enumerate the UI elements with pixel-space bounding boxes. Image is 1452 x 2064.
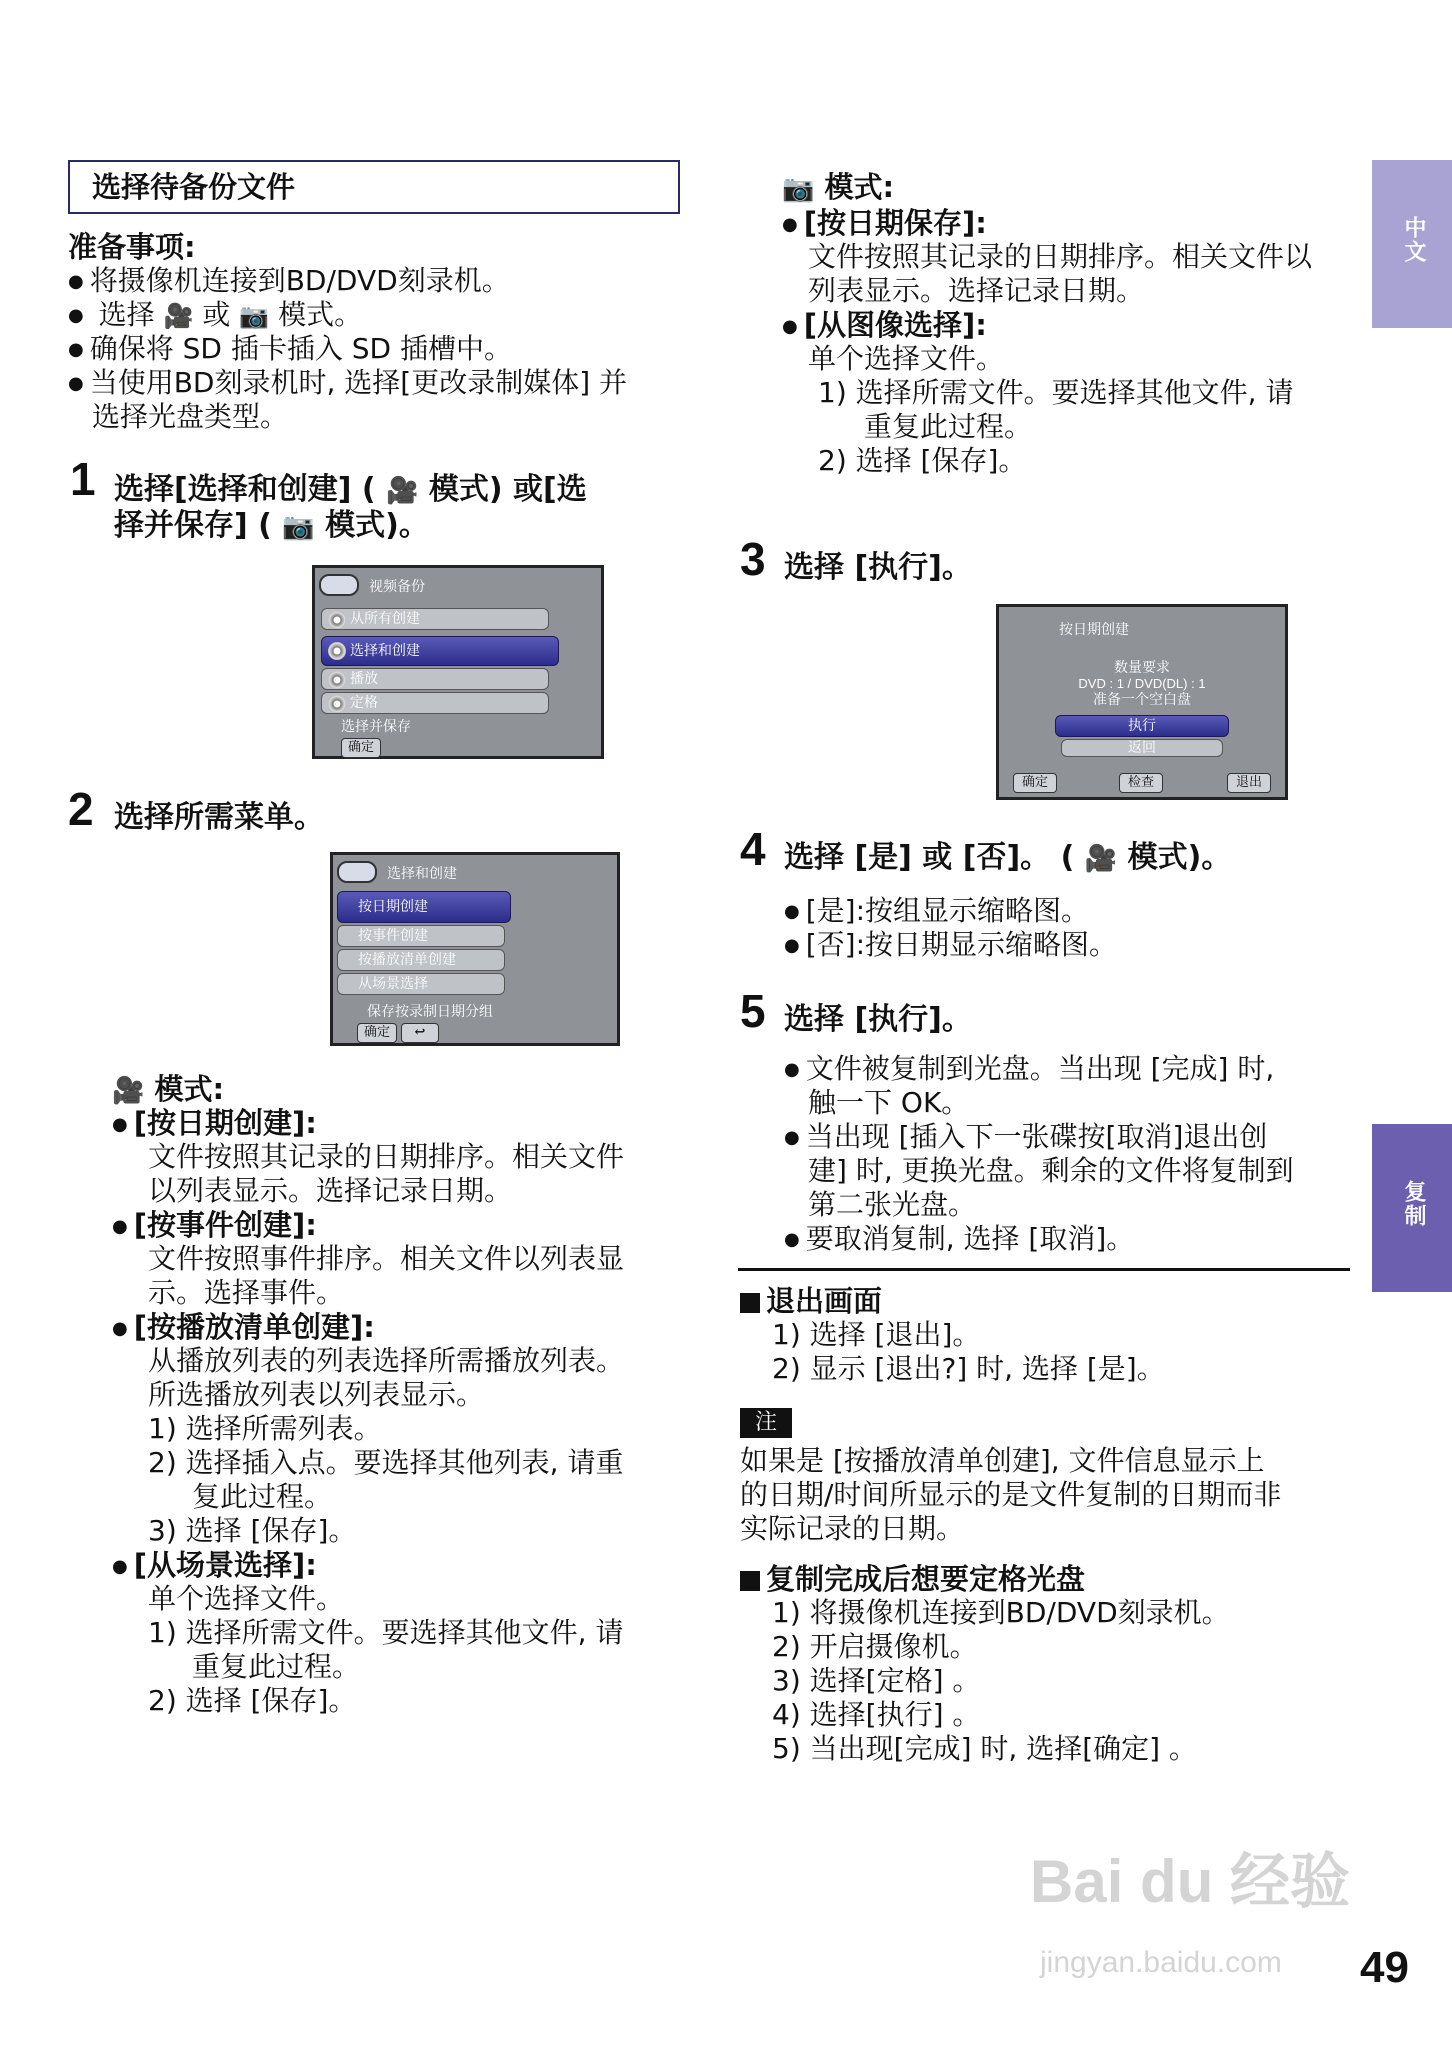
- step-number: 4: [740, 823, 766, 875]
- screen-line: 数量要求: [1114, 660, 1170, 676]
- finalize-item: 5) 当出现[完成] 时, 选择[确定] 。: [772, 1732, 1197, 1765]
- baidu-watermark-url: jingyan.baidu.com: [1040, 1946, 1282, 1979]
- finalize-item: 4) 选择[执行] 。: [772, 1698, 981, 1731]
- page-number: 49: [1360, 1943, 1409, 1992]
- prep-heading: 准备事项:: [68, 230, 196, 264]
- step-item: ● 文件被复制到光盘。当出现 [完成] 时,: [784, 1052, 1274, 1087]
- option-substep: 复此过程。: [192, 1480, 333, 1513]
- option-desc: 文件按照其记录的日期排序。相关文件以: [808, 240, 1313, 273]
- screen-title: 视频备份: [369, 579, 425, 595]
- return-option[interactable]: 返回: [1061, 739, 1223, 757]
- option-substep: 1) 选择所需文件。要选择其他文件, 请: [148, 1616, 624, 1649]
- option-substep: 重复此过程。: [192, 1650, 361, 1683]
- video-camera-icon: 🎥: [386, 476, 419, 506]
- option-substep: 2) 选择 [保存]。: [818, 444, 1027, 477]
- tab-copy[interactable]: [1372, 1124, 1452, 1292]
- option-title: ● [按事件创建]:: [112, 1208, 317, 1244]
- prep-item: ● 确保将 SD 插卡插入 SD 插槽中。: [68, 332, 512, 367]
- screen-title: 选择和创建: [387, 866, 457, 882]
- step-item: ● [否]:按日期显示缩略图。: [784, 928, 1117, 963]
- step-item: ● [是]:按组显示缩略图。: [784, 894, 1089, 929]
- camera-screen-select-create: [330, 852, 620, 1046]
- step-number: 1: [70, 453, 96, 505]
- section-title: 选择待备份文件: [92, 170, 296, 204]
- baidu-watermark-logo: Bai du 经验: [1030, 1848, 1351, 1915]
- divider: [738, 1268, 1350, 1271]
- option-desc: 单个选择文件。: [148, 1582, 345, 1615]
- screen-line: 准备一个空白盘: [1093, 692, 1191, 708]
- step-title: 选择 [执行]。: [784, 550, 972, 585]
- prep-item: ● 选择 🎥 或 📷 模式。: [68, 298, 362, 333]
- option-substep: 2) 选择 [保存]。: [148, 1684, 357, 1717]
- video-mode-label: 🎥 模式:: [112, 1072, 225, 1106]
- finalize-item: 1) 将摄像机连接到BD/DVD刻录机。: [772, 1596, 1230, 1629]
- menu-item[interactable]: 从场景选择: [337, 973, 505, 995]
- option-substep: 1) 选择所需列表。: [148, 1412, 382, 1445]
- prep-item: ● 当使用BD刻录机时, 选择[更改录制媒体] 并: [68, 366, 627, 401]
- note-line: 实际记录的日期。: [740, 1512, 965, 1545]
- option-desc: 单个选择文件。: [808, 342, 1005, 375]
- disc-icon: [328, 695, 346, 713]
- step-item-cont: 触一下 OK。: [808, 1086, 970, 1119]
- video-camera-icon: 🎥: [163, 302, 194, 330]
- step-title-cont: 择并保存] ( 📷 模式)。: [114, 508, 429, 543]
- screen-footer-text: 选择并保存: [341, 719, 411, 735]
- option-desc: 列表显示。选择记录日期。: [808, 274, 1145, 307]
- step-number: 3: [740, 533, 766, 585]
- screen-line: DVD : 1 / DVD(DL) : 1: [1078, 676, 1206, 691]
- tab-label: 中文: [1401, 216, 1426, 264]
- menu-item[interactable]: 按事件创建: [337, 925, 505, 947]
- video-backup-icon: [319, 574, 359, 596]
- option-title: ● [按日期创建]:: [112, 1106, 317, 1142]
- menu-item-selected[interactable]: 选择和创建: [321, 636, 559, 666]
- video-backup-icon: [337, 861, 377, 883]
- step-item-cont: 建] 时, 更换光盘。剩余的文件将复制到: [808, 1154, 1294, 1187]
- disc-icon: [328, 671, 346, 689]
- menu-item[interactable]: 按播放清单创建: [337, 949, 505, 971]
- tab-chinese[interactable]: [1372, 160, 1452, 328]
- disc-icon: [328, 642, 346, 660]
- step-title: 选择所需菜单。: [114, 800, 324, 835]
- option-substep: 2) 选择插入点。要选择其他列表, 请重: [148, 1446, 624, 1479]
- disc-icon: [328, 611, 346, 629]
- note-tag: 注: [740, 1408, 792, 1438]
- back-icon[interactable]: ↩: [401, 1023, 439, 1043]
- photo-camera-icon: 📷: [282, 512, 315, 542]
- option-desc: 文件按照其记录的日期排序。相关文件: [148, 1140, 625, 1173]
- video-camera-icon: 🎥: [112, 1076, 145, 1106]
- execute-option[interactable]: 执行: [1055, 715, 1229, 737]
- option-substep: 3) 选择 [保存]。: [148, 1514, 357, 1547]
- note-line: 的日期/时间所显示的是文件复制的日期而非: [740, 1478, 1282, 1511]
- prep-item-cont: 选择光盘类型。: [92, 400, 289, 433]
- photo-camera-icon: 📷: [782, 174, 815, 204]
- option-desc: 示。选择事件。: [148, 1276, 345, 1309]
- note-line: 如果是 [按播放清单创建], 文件信息显示上: [740, 1444, 1265, 1477]
- option-desc: 从播放列表的列表选择所需播放列表。: [148, 1344, 625, 1377]
- finalize-item: 3) 选择[定格] 。: [772, 1664, 981, 1697]
- option-title: ● [从图像选择]:: [782, 308, 987, 344]
- confirm-button[interactable]: 确定: [341, 738, 381, 758]
- tab-label: 复制: [1401, 1180, 1426, 1228]
- option-desc: 所选播放列表以列表显示。: [148, 1378, 485, 1411]
- step-number: 5: [740, 985, 766, 1037]
- screen-footer-text: 保存按录制日期分组: [367, 1004, 493, 1020]
- photo-camera-icon: 📷: [239, 302, 270, 330]
- step-item: ● 当出现 [插入下一张碟按[取消]退出创: [784, 1120, 1267, 1155]
- exit-button[interactable]: 退出: [1227, 773, 1271, 793]
- check-button[interactable]: 检查: [1119, 773, 1163, 793]
- option-title: ● [按播放清单创建]:: [112, 1310, 375, 1346]
- step-title: 选择 [执行]。: [784, 1002, 972, 1037]
- camera-screen-video-backup: [312, 565, 604, 759]
- finalize-item: 2) 开启摄像机。: [772, 1630, 978, 1663]
- step-item: ● 要取消复制, 选择 [取消]。: [784, 1222, 1134, 1257]
- option-title: ● [按日期保存]:: [782, 206, 987, 242]
- menu-item-selected[interactable]: 按日期创建: [337, 891, 511, 923]
- camera-screen-create-by-date: [996, 604, 1288, 800]
- step-item-cont: 第二张光盘。: [808, 1188, 977, 1221]
- option-title: ● [从场景选择]:: [112, 1548, 317, 1584]
- exit-heading: 退出画面: [740, 1284, 882, 1318]
- option-substep: 1) 选择所需文件。要选择其他文件, 请: [818, 376, 1294, 409]
- prep-item: ● 将摄像机连接到BD/DVD刻录机。: [68, 264, 510, 299]
- option-substep: 重复此过程。: [864, 410, 1033, 443]
- video-camera-icon: 🎥: [1084, 844, 1118, 874]
- step-number: 2: [68, 783, 94, 835]
- option-desc: 文件按照事件排序。相关文件以列表显: [148, 1242, 625, 1275]
- section-title-box: [68, 160, 680, 214]
- step-title: 选择[选择和创建] ( 🎥 模式) 或[选: [114, 472, 587, 507]
- menu-item[interactable]: 播放: [321, 668, 549, 690]
- photo-mode-label: 📷 模式:: [782, 170, 895, 204]
- option-desc: 以列表显示。选择记录日期。: [148, 1174, 513, 1207]
- exit-item: 2) 显示 [退出?] 时, 选择 [是]。: [772, 1352, 1165, 1385]
- menu-item[interactable]: 从所有创建: [321, 608, 549, 630]
- confirm-button[interactable]: 确定: [1013, 773, 1057, 793]
- finalize-heading: 复制完成后想要定格光盘: [740, 1562, 1085, 1596]
- screen-title: 按日期创建: [1059, 622, 1129, 638]
- confirm-button[interactable]: 确定: [357, 1023, 397, 1043]
- step-title: 选择 [是] 或 [否]。 ( 🎥 模式)。: [784, 840, 1232, 875]
- exit-item: 1) 选择 [退出]。: [772, 1318, 981, 1351]
- menu-item[interactable]: 定格: [321, 692, 549, 714]
